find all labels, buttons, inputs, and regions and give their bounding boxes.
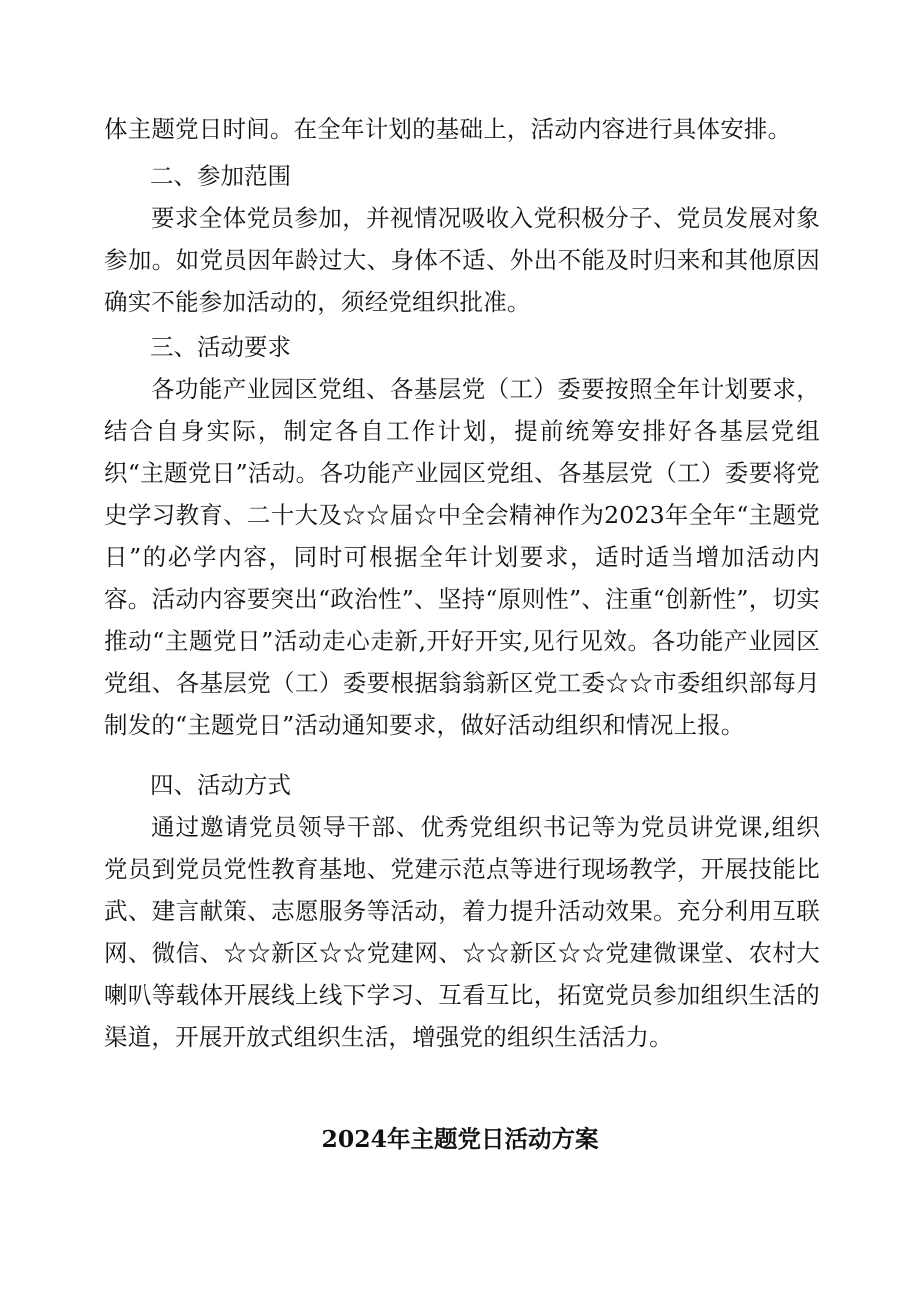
paragraph-methods: 通过邀请党员领导干部、优秀党组织书记等为党员讲党课,组织党员到党员党性教育基地、党建示范点等进行现场教学，开展技能比武、建言献策、志愿服务等活动，着力提升活动效果。充分利用互联网、微信、☆☆新区☆☆党建网、☆☆新区☆☆党建微课堂、农村大喇叭等载体开展线上线下学习、互看互比，拓宽党员参加组织生活的渠道，开展开放式组织生活，增强党的组织生活活力。 (104, 813, 820, 1051)
paragraph-scope: 要求全体党员参加，并视情况吸收入党积极分子、党员发展对象参加。如党员因年龄过大、身体不适、外出不能及时归来和其他原因确实不能参加活动的，须经党组织批准。 (104, 204, 820, 316)
document-title: 2024年主题党日活动方案 (321, 1125, 599, 1153)
section-heading-methods: 四、活动方式 (150, 771, 291, 799)
paragraph-requirements: 各功能产业园区党组、各基层党（工）委要按照全年计划要求，结合自身实际，制定各自工作计划，提前统筹安排好各基层党组织“主题党日”活动。各功能产业园区党组、各基层党（工）委要将党史学习教育、二十大及☆☆届☆中全会精神作为2023年全年“主题党日”的必学内容，同时可根据全年计划要求，适时适当增加活动内容。活动内容要突出“政治性”、坚持“原则性”、注重“创新性”，切实推动“主题党日”活动走心走新,开好开实,见行见效。各功能产业园区党组、各基层党（工）委要根据翁翁新区党工委☆☆市委组织部每月制发的“主题党日”活动通知要求，做好活动组织和情况上报。 (104, 375, 820, 739)
section-heading-scope: 二、参加范围 (150, 162, 291, 190)
paragraph-continuation: 体主题党日时间。在全年计划的基础上，活动内容进行具体安排。 (104, 115, 792, 143)
section-heading-requirements: 三、活动要求 (150, 333, 291, 361)
